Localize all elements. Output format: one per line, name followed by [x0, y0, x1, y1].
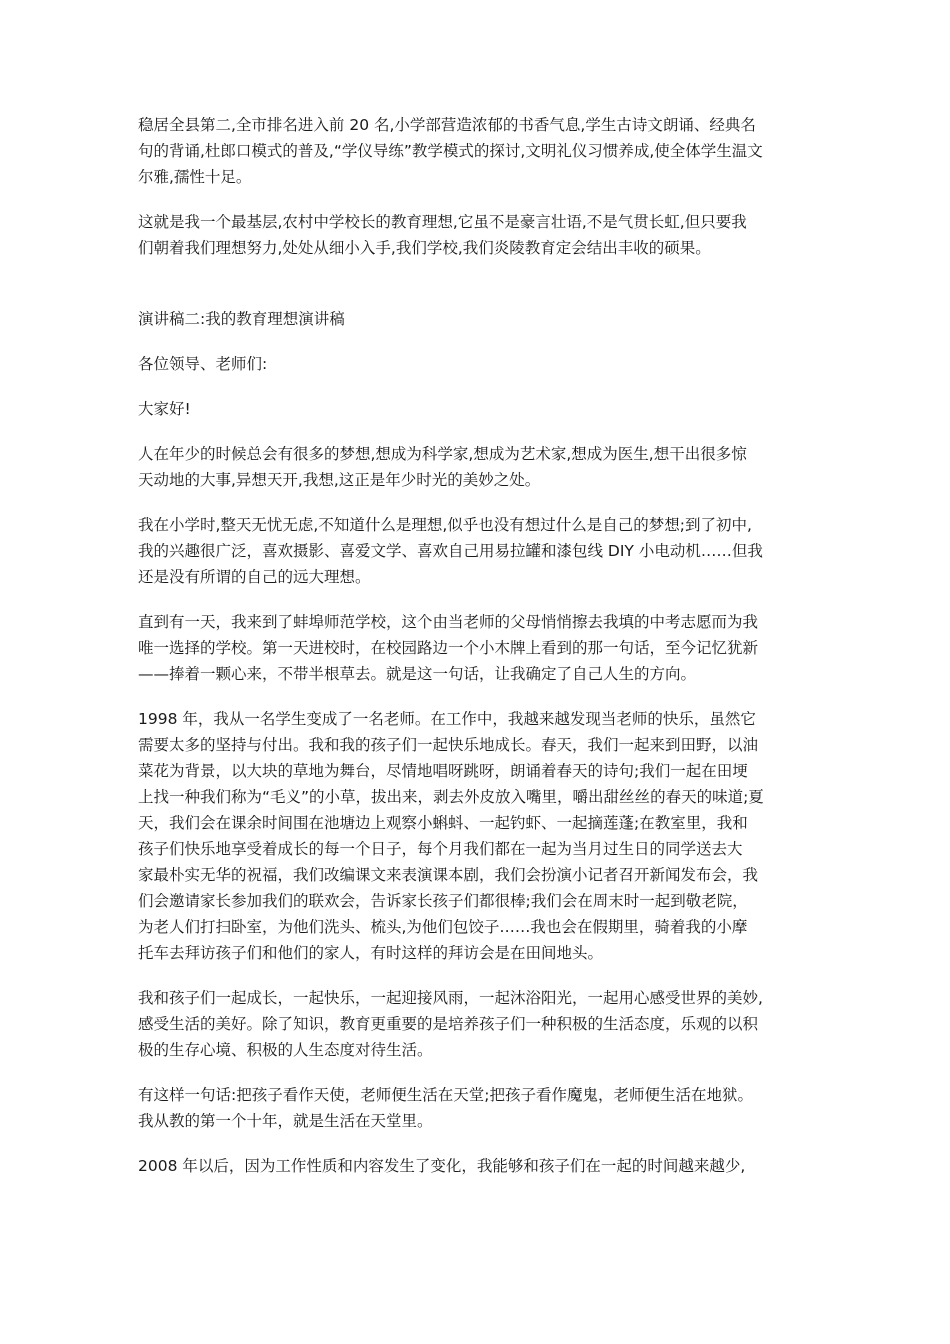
paragraph-normal-school — [138, 609, 828, 687]
text-line: 为老人们打扫卧室，为他们洗头、梳头,为他们包饺子……我也会在假期里，骑着我的小摩 — [138, 918, 748, 936]
text-line: 感受生活的美好。除了知识，教育更重要的是培养孩子们一种积极的生活态度，乐观的以积 — [138, 1015, 759, 1033]
text-line: 各位领导、老师们: — [138, 355, 268, 373]
text-line: 尔雅,孺性十足。 — [138, 168, 252, 186]
paragraph-growing-together — [138, 985, 828, 1063]
text-line: 我在小学时,整天无忧无虑,不知道什么是理想,似乎也没有想过什么是自己的梦想;到了初中, — [138, 516, 752, 534]
speech-two-title — [138, 306, 828, 332]
text-line: 大家好! — [138, 400, 191, 418]
text-line: 们会邀请家长参加我们的联欢会，告诉家长孩子们都很棒;我们会在周末时一起到敬老院， — [138, 892, 748, 910]
text-line: 1998 年，我从一名学生变成了一名老师。在工作中，我越来越发现当老师的快乐，虽然它 — [138, 710, 756, 728]
text-line: 天动地的大事,异想天开,我想,这正是年少时光的美妙之处。 — [138, 471, 541, 489]
paragraph-childhood — [138, 512, 828, 590]
text-line: ——捧着一颗心来，不带半根草去。就是这一句话，让我确定了自己人生的方向。 — [138, 665, 697, 683]
text-line: 我的兴趣很广泛，喜欢摄影、喜爱文学、喜欢自己用易拉罐和漆包线 DIY 小电动机……但我 — [138, 542, 763, 560]
text-line: 人在年少的时候总会有很多的梦想,想成为科学家,想成为艺术家,想成为医生,想干出很多惊 — [138, 445, 747, 463]
text-line: 唯一选择的学校。第一天进校时，在校园路边一个小木牌上看到的那一句话，至今记忆犹新 — [138, 639, 759, 657]
text-line: 家最朴实无华的祝福，我们改编课文来表演课本剧，我们会扮演小记者召开新闻发布会，我 — [138, 866, 759, 884]
paragraph-2008 — [138, 1153, 828, 1179]
text-line: 极的生存心境、积极的人生态度对待生活。 — [138, 1041, 433, 1059]
document-page — [138, 112, 828, 1179]
text-line: 我和孩子们一起成长，一起快乐，一起迎接风雨，一起沐浴阳光，一起用心感受世界的美妙, — [138, 989, 763, 1007]
salutation — [138, 351, 828, 377]
paragraph-school-achievements — [138, 112, 828, 190]
text-line: 还是没有所谓的自己的远大理想。 — [138, 568, 371, 586]
text-line: 托车去拜访孩子们和他们的家人，有时这样的拜访会是在田间地头。 — [138, 944, 604, 962]
text-line: 演讲稿二:我的教育理想演讲稿 — [138, 310, 345, 328]
text-line: 直到有一天，我来到了蚌埠师范学校，这个由当老师的父母悄悄擦去我填的中考志愿而为我 — [138, 613, 759, 631]
paragraph-angels-saying — [138, 1082, 828, 1134]
text-line: 们朝着我们理想努力,处处从细小入手,我们学校,我们炎陵教育定会结出丰收的硕果。 — [138, 239, 711, 257]
text-line: 我从教的第一个十年，就是生活在天堂里。 — [138, 1112, 433, 1130]
text-line: 上找一种我们称为“毛义”的小草，拔出来，剥去外皮放入嘴里，嚼出甜丝丝的春天的味道;夏 — [138, 788, 764, 806]
text-line: 这就是我一个最基层,农村中学校长的教育理想,它虽不是豪言壮语,不是气贯长虹,但只要我 — [138, 213, 747, 231]
text-line: 菜花为背景，以大块的草地为舞台，尽情地唱呀跳呀，朗诵着春天的诗句;我们一起在田埂 — [138, 762, 748, 780]
paragraph-youth-dreams — [138, 441, 828, 493]
text-line: 2008 年以后，因为工作性质和内容发生了变化，我能够和孩子们在一起的时间越来越少, — [138, 1157, 746, 1175]
text-line: 有这样一句话:把孩子看作天使，老师便生活在天堂;把孩子看作魔鬼，老师便生活在地狱。 — [138, 1086, 753, 1104]
text-line: 句的背诵,杜郎口模式的普及,“学仪导练”教学模式的探讨,文明礼仪习惯养成,使全体学生温文 — [138, 142, 763, 160]
text-line: 稳居全县第二,全市排名进入前 20 名,小学部营造浓郁的书香气息,学生古诗文朗诵、经典名 — [138, 116, 756, 134]
greeting — [138, 396, 828, 422]
text-line: 孩子们快乐地享受着成长的每一个日子，每个月我们都在一起为当月过生日的同学送去大 — [138, 840, 743, 858]
text-line: 天，我们会在课余时间围在池塘边上观察小蝌蚪、一起钓虾、一起摘莲蓬;在教室里，我和 — [138, 814, 748, 832]
text-line: 需要太多的坚持与付出。我和我的孩子们一起快乐地成长。春天，我们一起来到田野，以油 — [138, 736, 759, 754]
paragraph-ideal-summary — [138, 209, 828, 261]
paragraph-1998 — [138, 706, 828, 966]
